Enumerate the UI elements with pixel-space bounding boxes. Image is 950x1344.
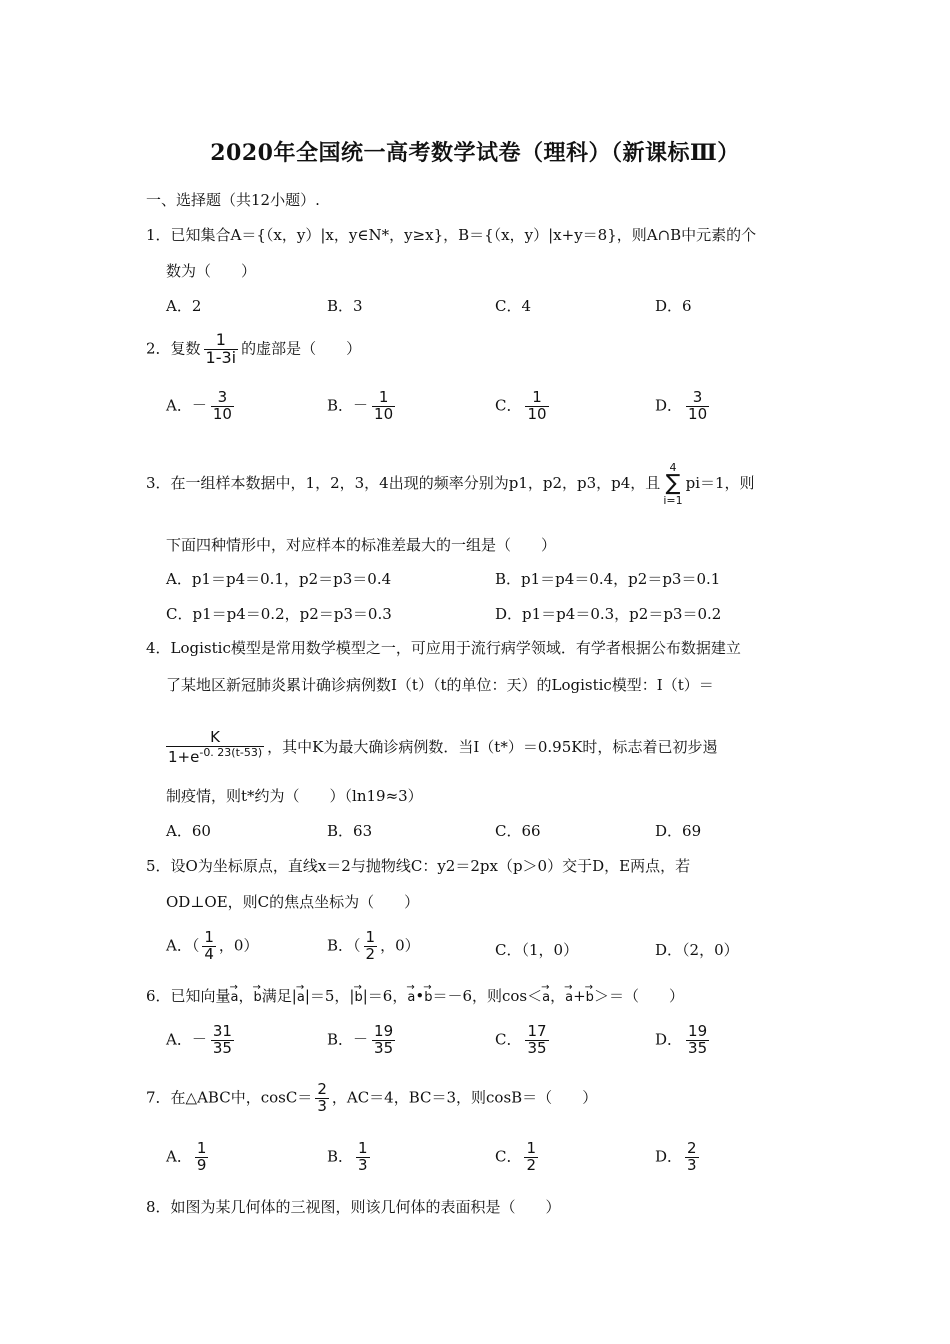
- option-fraction: [372, 1024, 395, 1057]
- q2-option-c: [495, 390, 552, 423]
- fraction-numerator: 1: [378, 388, 389, 406]
- vector-a: → a: [407, 988, 415, 1008]
- fraction-numerator: 1: [204, 928, 214, 946]
- option-fraction: [525, 390, 548, 423]
- option-label: C．: [495, 941, 522, 959]
- option-close: ，0）: [218, 936, 259, 955]
- question-4-line-2: 了某地区新冠肺炎累计确诊病例数I（t）（t的单位：天）的Logistic模型：I（t）＝: [166, 676, 714, 694]
- fraction-denominator: 3: [317, 1096, 327, 1115]
- vector-b: → b: [254, 988, 262, 1008]
- option-fraction: [686, 1024, 709, 1057]
- q2-option-d: [655, 390, 712, 423]
- option-fraction: [202, 930, 216, 963]
- option-text: （1，0）: [521, 941, 579, 959]
- fraction-numerator: 1: [196, 1139, 207, 1157]
- option-label: C．: [495, 396, 522, 415]
- fraction-numerator: 19: [374, 1022, 394, 1040]
- option-label: D．: [655, 1147, 683, 1166]
- fraction-numerator: 19: [688, 1022, 708, 1040]
- fraction-numerator: 2: [317, 1080, 327, 1098]
- option-label: C．: [495, 1147, 522, 1166]
- q1-option-a: A．2: [166, 297, 202, 315]
- q2-option-b: [327, 390, 398, 423]
- vector-a: → a: [565, 988, 573, 1008]
- q6-option-d: [655, 1024, 712, 1057]
- question-1-line-1: 1．已知集合A＝{（x，y）|x，y∈N*，y≥x}，B＝{（x，y）|x+y＝8}，则A∩B中元素的个: [146, 226, 757, 244]
- vector-b: → b: [424, 988, 432, 1008]
- logistic-fraction: [166, 730, 264, 766]
- fraction-denominator: 35: [527, 1038, 547, 1057]
- vector-a: → a: [297, 988, 305, 1008]
- vector-b: → b: [354, 988, 362, 1008]
- denominator-base: 1+e: [168, 748, 200, 766]
- question-5-line-1: 5．设O为坐标原点，直线x＝2与抛物线C：y2＝2px（p＞0）交于D，E两点，若: [146, 857, 691, 875]
- q3-option-b: B．p1＝p4＝0.4，p2＝p3＝0.1: [495, 570, 721, 588]
- fraction-numerator: 17: [527, 1022, 547, 1040]
- fraction-denominator: 1-3i: [205, 347, 237, 367]
- q4-option-c: C．66: [495, 822, 541, 840]
- dot-operator: •: [415, 987, 425, 1005]
- option-fraction: [356, 1141, 370, 1174]
- vector-b: → b: [586, 988, 594, 1008]
- option-text: （2，0）: [682, 941, 739, 959]
- fraction-numerator: 31: [212, 1022, 232, 1040]
- question-2: [146, 332, 361, 367]
- option-label: B．: [327, 1030, 354, 1049]
- fraction-numerator: 2: [687, 1139, 697, 1157]
- summation: [663, 462, 682, 506]
- q7-option-a: [166, 1141, 211, 1174]
- q6-text: 6．已知向量: [146, 987, 231, 1005]
- option-sign: －: [191, 1030, 207, 1049]
- fraction-denominator: 35: [212, 1038, 232, 1057]
- fraction-denominator: 3: [687, 1155, 697, 1174]
- question-4-line-1: 4．Logistic模型是常用数学模型之一，可应用于流行病学领域．有学者根据公布数据建立: [146, 639, 741, 657]
- question-3-prefix: 3．在一组样本数据中，1，2，3，4出现的频率分别为p1，p2，p3，p4，且: [146, 474, 661, 492]
- sum-upper: 4: [669, 461, 677, 474]
- option-fraction: [524, 1141, 538, 1174]
- option-sign: －: [353, 396, 369, 415]
- fraction-numerator: K: [210, 728, 220, 747]
- q7-option-c: [495, 1141, 541, 1174]
- option-open-paren: （: [191, 936, 200, 955]
- q6-text: 满足|: [261, 987, 297, 1005]
- option-label: A．: [166, 396, 192, 415]
- option-label: B．: [327, 1147, 354, 1166]
- q6-text: ，: [550, 987, 566, 1005]
- option-fraction: [364, 930, 378, 963]
- q3-option-d: D．p1＝p4＝0.3，p2＝p3＝0.2: [495, 605, 722, 623]
- option-fraction: [195, 1141, 209, 1174]
- q4-option-a: A．60: [166, 822, 211, 840]
- q5-option-d: [655, 940, 739, 960]
- fraction-numerator: 1: [215, 330, 226, 349]
- fraction-denominator: 10: [212, 404, 232, 423]
- option-label: A．: [166, 1030, 192, 1049]
- fraction-numerator: 1: [526, 1139, 537, 1157]
- option-fraction: [525, 1024, 548, 1057]
- q2-option-a: [166, 390, 237, 423]
- question-3-line-1: [146, 455, 755, 511]
- question-4-line-3-suffix: ，其中K为最大确诊病例数．当I（t*）＝0.95K时，标志着已初步遏: [267, 738, 718, 756]
- question-2-prefix: 2．复数: [146, 339, 201, 358]
- q4-option-d: D．69: [655, 822, 702, 840]
- fraction-denominator: 35: [688, 1038, 708, 1057]
- option-label: B．: [327, 396, 354, 415]
- question-3-suffix: pi＝1，则: [685, 474, 755, 492]
- option-label: D．: [655, 396, 683, 415]
- fraction-denominator: 3: [358, 1155, 368, 1174]
- q7-option-b: [327, 1141, 373, 1174]
- page-title: 2020年全国统一高考数学试卷（理科）（新课标Ⅲ）: [210, 140, 740, 166]
- sum-lower: i=1: [663, 494, 683, 507]
- option-label: A．: [166, 936, 192, 955]
- option-label: D．: [655, 941, 683, 959]
- q1-option-c: C．4: [495, 297, 532, 315]
- option-label: C．: [495, 1030, 522, 1049]
- option-fraction: [211, 1024, 234, 1057]
- fraction-denominator: 4: [204, 944, 214, 963]
- q1-option-b: B．3: [327, 297, 363, 315]
- q3-option-c: C．p1＝p4＝0.2，p2＝p3＝0.3: [166, 605, 392, 623]
- question-7-prefix: 7．在△ABC中，cosC＝: [146, 1088, 313, 1107]
- question-4-line-4: 制疫情，则t*约为（ ）（ln19≈3）: [166, 787, 423, 805]
- section-heading: 一、选择题（共12小题）.: [146, 191, 320, 209]
- q5-option-b: [327, 930, 420, 963]
- q6-text: ＝－6，则cos＜: [432, 987, 543, 1005]
- question-7-suffix: ，AC＝4，BC＝3，则cosB＝（ ）: [331, 1088, 598, 1107]
- question-3-line-2: 下面四种情形中，对应样本的标准差最大的一组是（ ）: [166, 536, 557, 554]
- question-2-suffix: 的虚部是（ ）: [241, 339, 362, 358]
- question-7: [146, 1082, 597, 1115]
- q6-text: |＝5，|: [304, 987, 355, 1005]
- option-label: D．: [655, 1030, 683, 1049]
- fraction-numerator: 3: [217, 388, 228, 406]
- option-sign: －: [191, 396, 207, 415]
- fraction-denominator: 9: [196, 1155, 207, 1174]
- option-fraction: [685, 1141, 699, 1174]
- option-fraction: [686, 390, 709, 423]
- q4-option-b: B．63: [327, 822, 373, 840]
- fraction-numerator: 1: [365, 928, 376, 946]
- q6-text: ＞＝（ ）: [593, 987, 684, 1005]
- q6-option-b: [327, 1024, 398, 1057]
- question-6: [146, 986, 684, 1008]
- vector-a: → a: [542, 988, 550, 1008]
- q6-option-a: [166, 1024, 237, 1057]
- fraction-denominator: 10: [527, 404, 547, 423]
- q5-option-c: [495, 940, 578, 960]
- fraction-denominator: 2: [526, 1155, 537, 1174]
- plus-operator: +: [573, 987, 586, 1005]
- denominator-exponent: -0. 23(t-53): [199, 746, 263, 759]
- fraction-numerator: 1: [358, 1139, 368, 1157]
- option-label: B．: [327, 936, 354, 955]
- fraction-denominator: 10: [374, 404, 394, 423]
- option-sign: －: [353, 1030, 369, 1049]
- fraction-numerator: 3: [692, 388, 703, 406]
- question-4-line-3: [166, 722, 717, 772]
- question-1-line-2: 数为（ ）: [166, 262, 257, 280]
- option-fraction: [211, 390, 234, 423]
- question-5-line-2: OD⊥OE，则C的焦点坐标为（ ）: [166, 893, 420, 911]
- q6-text: ，: [238, 987, 254, 1005]
- option-close: ，0）: [380, 936, 420, 955]
- option-fraction: [372, 390, 395, 423]
- q6-text: |＝6，: [362, 987, 408, 1005]
- fraction-denominator: 10: [688, 404, 708, 423]
- question-2-fraction: [204, 332, 239, 367]
- option-label: A．: [166, 1147, 192, 1166]
- question-8-line-1: 8．如图为某几何体的三视图，则该几何体的表面积是（ ）: [146, 1198, 561, 1216]
- fraction-denominator: [166, 746, 264, 766]
- question-7-fraction: [315, 1082, 329, 1115]
- option-open-paren: （: [353, 936, 361, 955]
- vector-a: → a: [231, 988, 239, 1008]
- q6-option-c: [495, 1024, 552, 1057]
- sum-symbol: ∑: [665, 471, 681, 496]
- q3-option-a: A．p1＝p4＝0.1，p2＝p3＝0.4: [166, 570, 392, 588]
- q1-option-d: D．6: [655, 297, 692, 315]
- q7-option-d: [655, 1141, 702, 1174]
- fraction-denominator: 2: [365, 944, 376, 963]
- q5-option-a: [166, 930, 258, 963]
- fraction-numerator: 1: [532, 388, 542, 406]
- fraction-denominator: 35: [374, 1038, 394, 1057]
